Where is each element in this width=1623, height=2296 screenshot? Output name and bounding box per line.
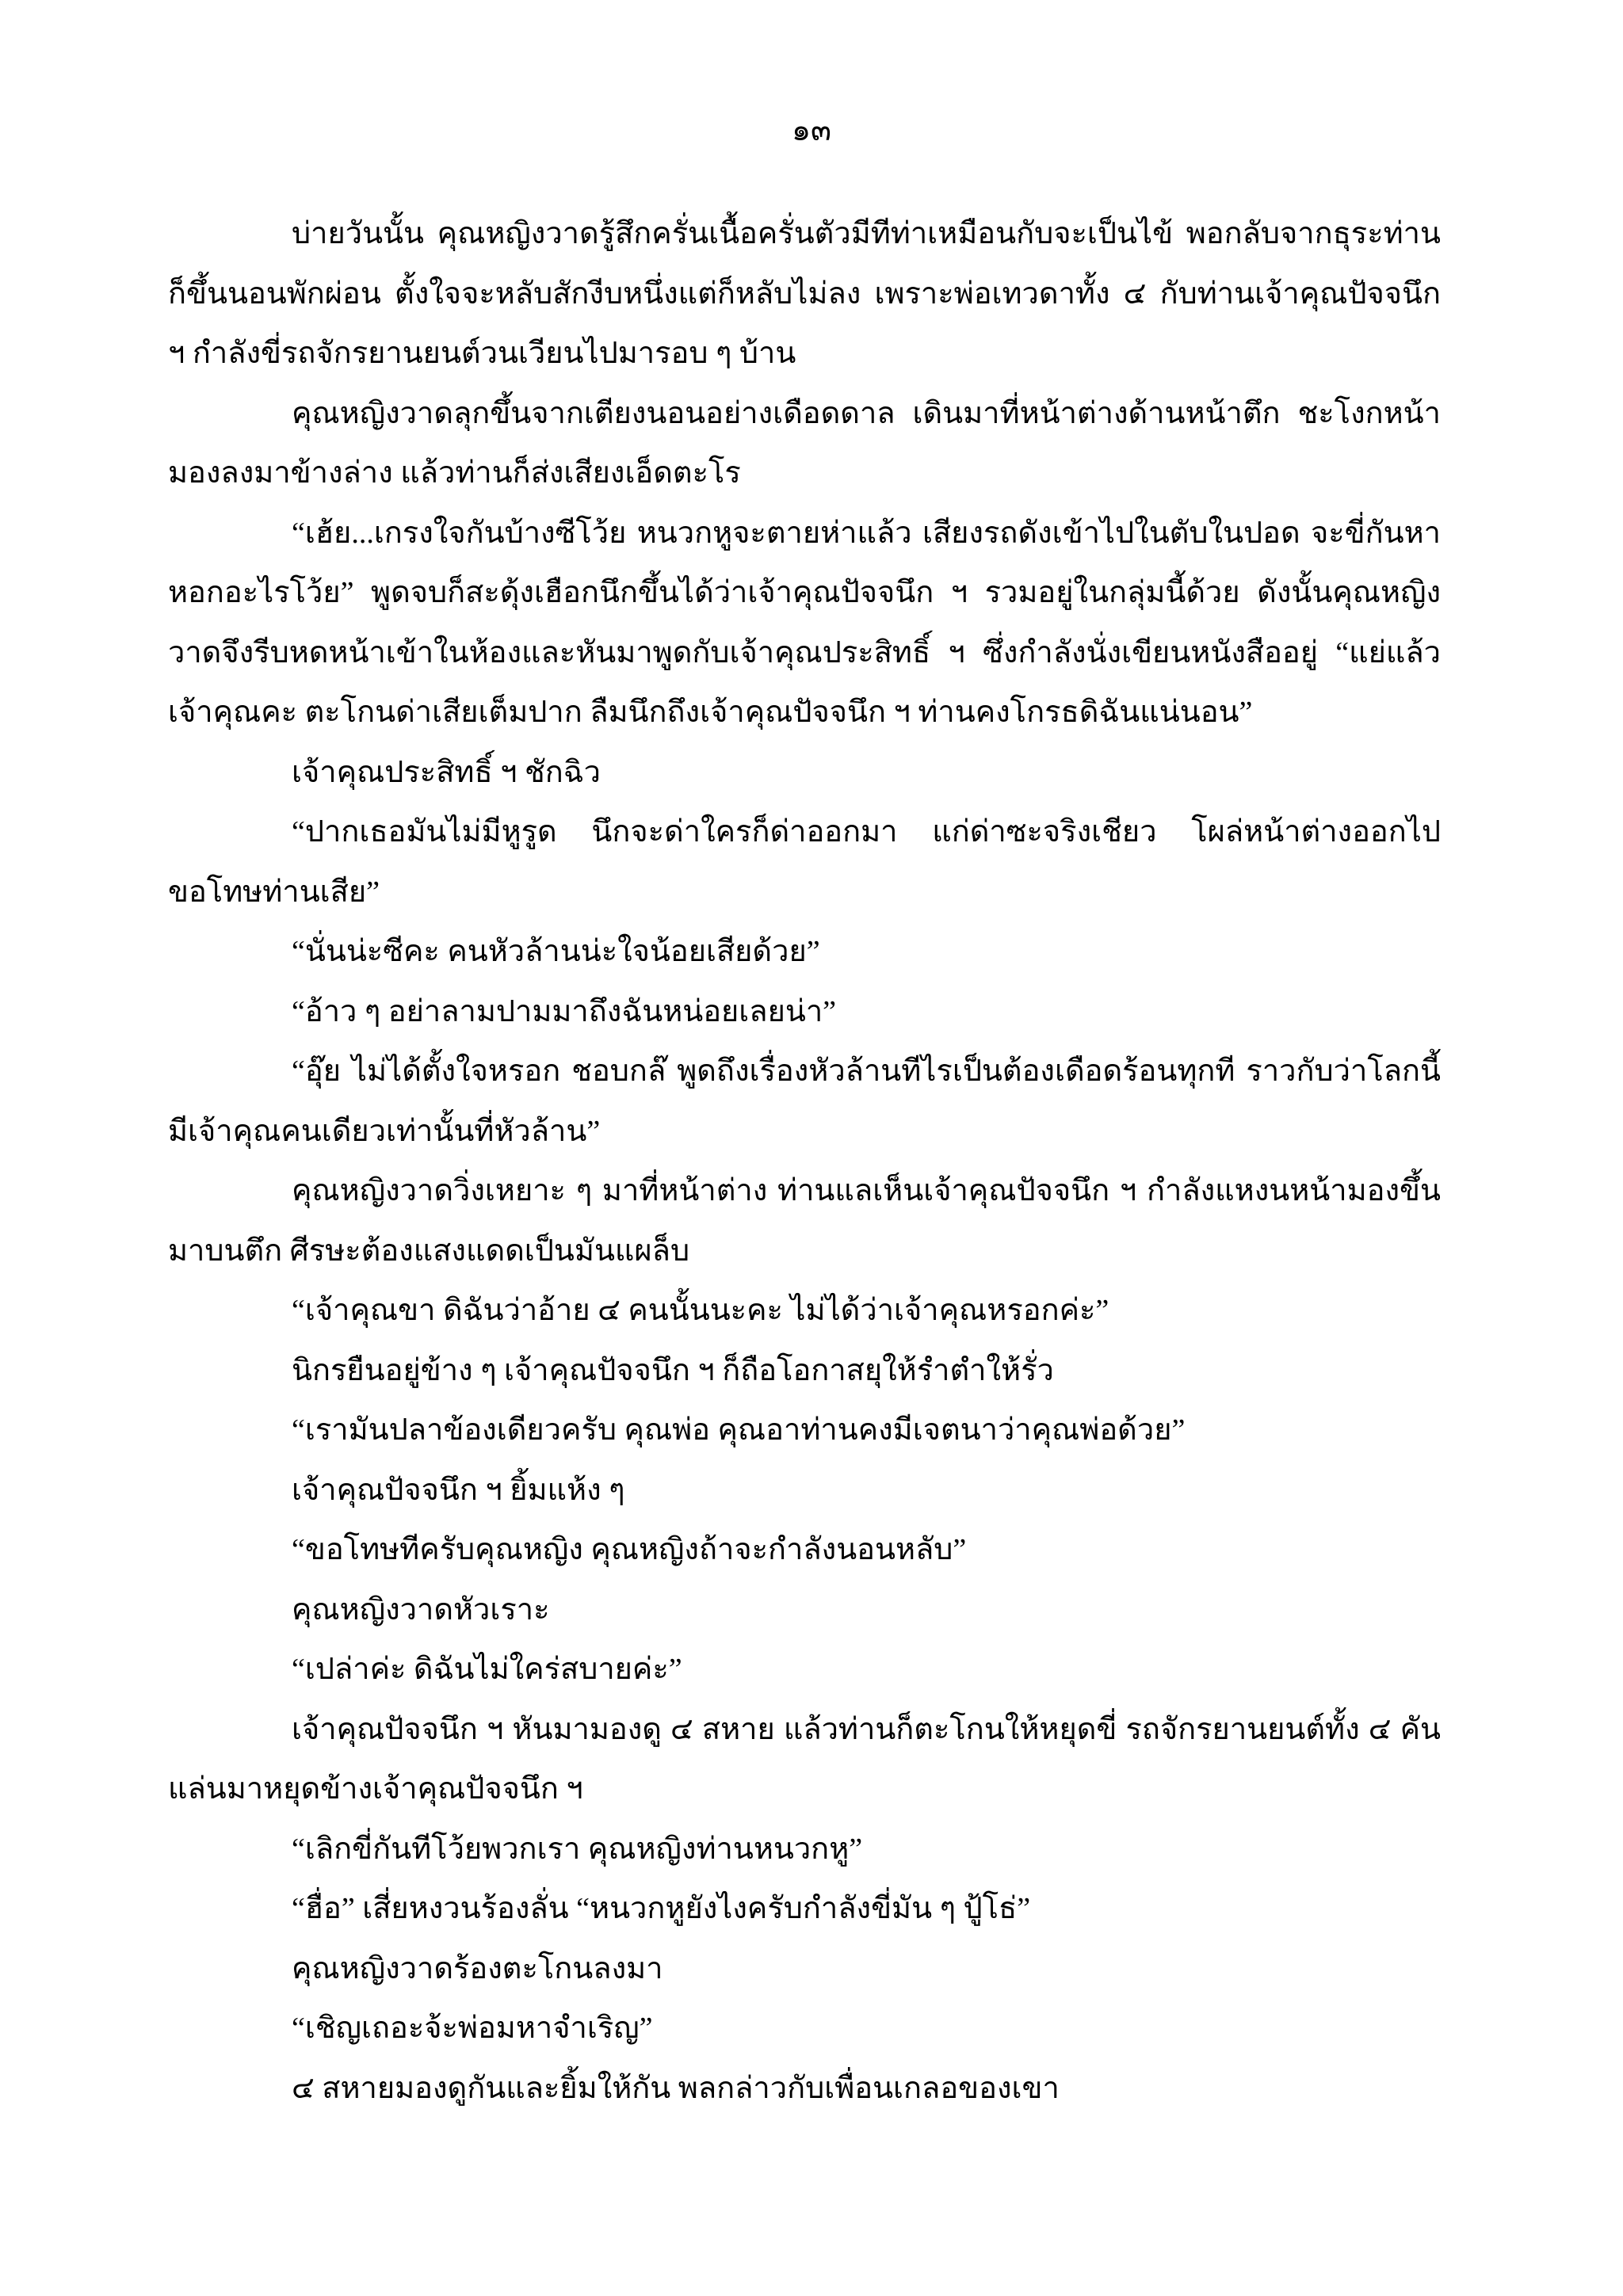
paragraph: “อ้าว ๆ อย่าลามปามมาถึงฉันหน่อยเลยน่า”: [292, 994, 837, 1028]
paragraph: คุณหญิงวาดหัวเราะ: [292, 1592, 550, 1627]
paragraph: “เจ้าคุณขา ดิฉันว่าอ้าย ๔ คนนั้นนะคะ ไม่ได้ว่าเจ้าคุณหรอกค่ะ”: [292, 1294, 1109, 1327]
paragraph: “นั่นน่ะซีคะ คนหัวล้านน่ะใจน้อยเสียด้วย”: [292, 935, 820, 968]
paragraph: นิกรยืนอยู่ข้าง ๆ เจ้าคุณปัจจนึก ฯ ก็ถือโอกาสยุให้รำตำให้รั่ว: [292, 1353, 1054, 1387]
paragraph: “ฮื่อ” เสี่ยหงวนร้องลั่น “หนวกหูยังไงครับกำลังขี่มัน ๆ ปู้โธ่”: [292, 1892, 1031, 1925]
paragraph: คุณหญิงวาดวิ่งเหยาะ ๆ มาที่หน้าต่าง ท่านแลเห็นเจ้าคุณปัจจนึก ฯ กำลังแหงนหน้ามองขึ้นมาบนตึก ศีรษะต้องแสงแดดเป็นมันแผล็บ: [168, 1174, 1441, 1268]
paragraph: “ขอโทษทีครับคุณหญิง คุณหญิงถ้าจะกำลังนอนหลับ”: [292, 1533, 967, 1566]
story-text: [168, 204, 1441, 2119]
paragraph: เจ้าคุณปัจจนึก ฯ ยิ้มแห้ง ๆ: [292, 1473, 625, 1507]
paragraph: “เรามันปลาข้องเดียวครับ คุณพ่อ คุณอาท่านคงมีเจตนาว่าคุณพ่อด้วย”: [292, 1413, 1186, 1447]
paragraph: “เชิญเถอะจ้ะพ่อมหาจำเริญ”: [292, 2012, 653, 2045]
paragraph: “ปากเธอมันไม่มีหูรูด นึกจะด่าใครก็ด่าออกมา แก่ด่าซะจริงเชียว โผล่หน้าต่างออกไปขอโทษท่านเสีย”: [168, 815, 1441, 909]
paragraph: “เลิกขี่กันทีโว้ยพวกเรา คุณหญิงท่านหนวกหู”: [292, 1832, 863, 1866]
page-number: ๑๓: [791, 114, 832, 147]
paragraph: คุณหญิงวาดร้องตะโกนลงมา: [292, 1951, 663, 1985]
paragraph: ๔ สหายมองดูกันและยิ้มให้กัน พลกล่าวกับเพื่อนเกลอของเขา: [292, 2071, 1060, 2105]
paragraph: เจ้าคุณประสิทธิ์ ฯ ชักฉิว: [292, 755, 601, 789]
paragraph: เจ้าคุณปัจจนึก ฯ หันมามองดู ๔ สหาย แล้วท่านก็ตะโกนให้หยุดขี่ รถจักรยานยนต์ทั้ง ๔ คันแล่นมาหยุดข้างเจ้าคุณปัจจนึก ฯ: [168, 1712, 1441, 1806]
paragraph: คุณหญิงวาดลุกขึ้นจากเตียงนอนอย่างเดือดดาล เดินมาที่หน้าต่างด้านหน้าตึก ชะโงกหน้ามองลงมาข้างล่าง แล้วท่านก็ส่งเสียงเอ็ดตะโร: [168, 396, 1441, 490]
paragraph: “เฮ้ย...เกรงใจกันบ้างซีโว้ย หนวกหูจะตายห่าแล้ว เสียงรถดังเข้าไปในตับในปอด จะขี่กันหาหอกอะไรโว้ย” พูดจบก็สะดุ้งเฮือกนึกขึ้นได้ว่าเจ้าคุณปัจจนึก ฯ รวมอยู่ในกลุ่มนี้ด้วย ดังนั้นคุณหญิงวาดจึงรีบหดหน้าเข้าในห้องและหันมาพูดกับเจ้าคุณประสิทธิ์ ฯ ซึ่งกำลังนั่งเขียนหนังสืออยู่ “แย่แล้วเจ้าคุณคะ ตะโกนด่าเสียเต็มปาก ลืมนึกถึงเจ้าคุณปัจจนึก ฯ ท่านคงโกรธดิฉันแน่นอน”: [168, 516, 1441, 729]
paragraph: “อุ๊ย ไม่ได้ตั้งใจหรอก ชอบกล๊ พูดถึงเรื่องหัวล้านทีไรเป็นต้องเดือดร้อนทุกที ราวกับว่าโลกนี้มีเจ้าคุณคนเดียวเท่านั้นที่หัวล้าน”: [168, 1055, 1441, 1148]
paragraph: “เปล่าค่ะ ดิฉันไม่ใคร่สบายค่ะ”: [292, 1653, 682, 1686]
paragraph: บ่ายวันนั้น คุณหญิงวาดรู้สึกครั่นเนื้อครั่นตัวมีทีท่าเหมือนกับจะเป็นไข้ พอกลับจากธุระท่านก็ขึ้นนอนพักผ่อน ตั้งใจจะหลับสักงีบหนึ่งแต่ก็หลับไม่ลง เพราะพ่อเทวดาทั้ง ๔ กับท่านเจ้าคุณปัจจนึก ฯ กำลังขี่รถจักรยานยนต์วนเวียนไปมารอบ ๆ บ้าน: [168, 217, 1441, 370]
